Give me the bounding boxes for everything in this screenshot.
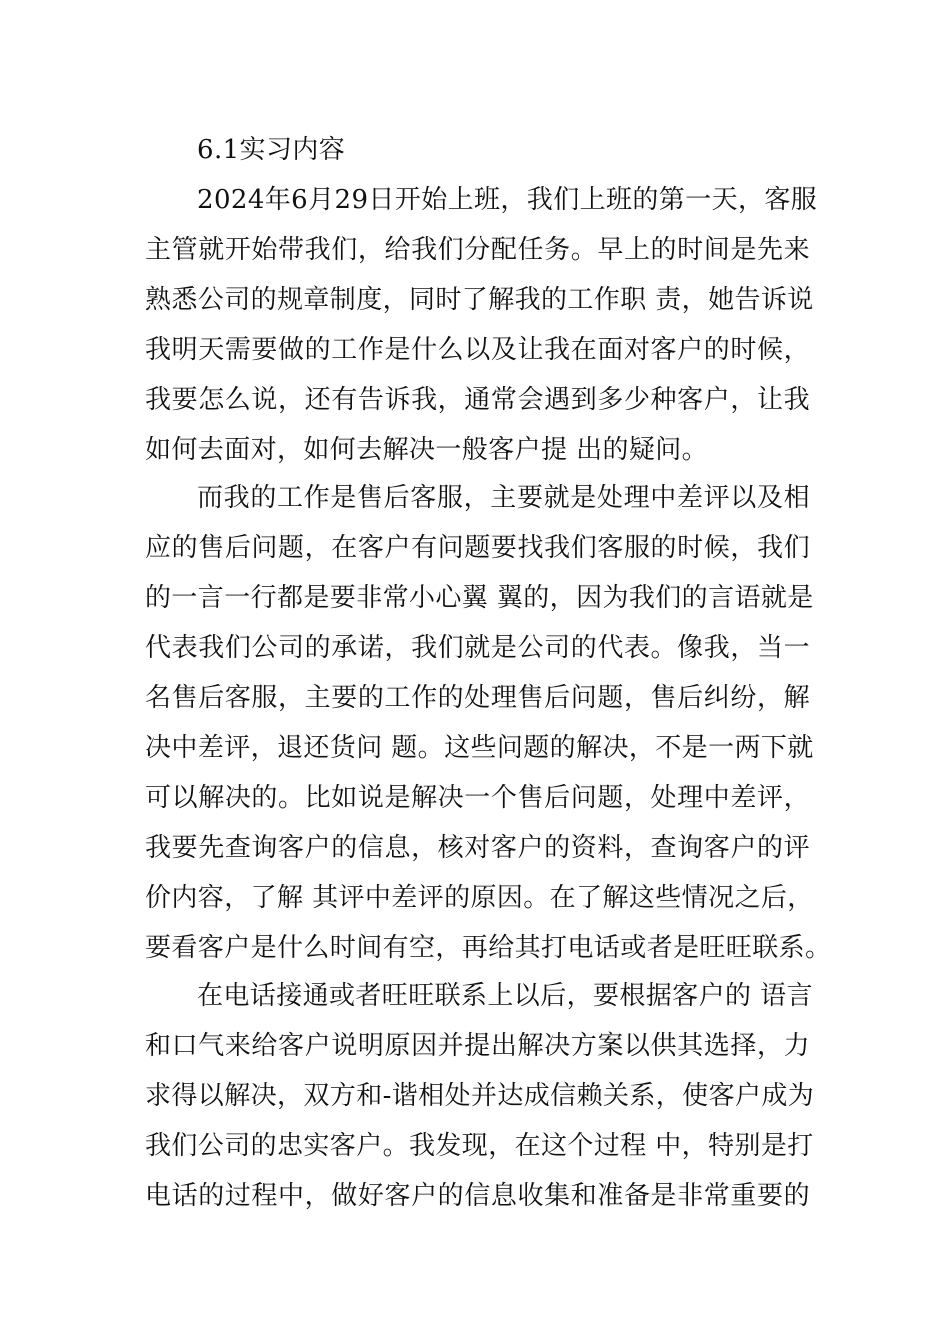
paragraph-line: 求得以解决，双方和-谐相处并达成信赖关系，使客户成为 (145, 1081, 815, 1111)
paragraph-line: 2024年6月29日开始上班，我们上班的第一天，客服 (197, 185, 818, 215)
paragraph-line: 熟悉公司的规章制度，同时了解我的工作职 责，她告诉说 (145, 285, 814, 315)
paragraph-line: 决中差评，退还货问 题。这些问题的解决，不是一两下就 (145, 733, 814, 763)
paragraph-line: 我明天需要做的工作是什么以及让我在面对客户的时候， (145, 335, 810, 365)
paragraph-line: 应的售后问题，在客户有问题要找我们客服的时候，我们 (145, 533, 810, 563)
paragraph-line: 电话的过程中，做好客户的信息收集和准备是非常重要的 (145, 1181, 810, 1211)
paragraph-line: 我们公司的忠实客户。我发现，在这个过程 中，特别是打 (145, 1131, 814, 1161)
paragraph-line: 我要怎么说，还有告诉我，通常会遇到多少种客户，让我 (145, 385, 810, 415)
paragraph-line: 在电话接通或者旺旺联系上以后，要根据客户的 语言 (197, 981, 813, 1011)
paragraph-line: 价内容，了解 其评中差评的原因。在了解这些情况之后， (145, 883, 814, 913)
paragraph-line: 如何去面对，如何去解决一般客户提 出的疑问。 (145, 435, 709, 465)
paragraph-line: 可以解决的。比如说是解决一个售后问题，处理中差评， (145, 783, 810, 813)
paragraph-line: 的一言一行都是要非常小心翼 翼的，因为我们的言语就是 (145, 583, 814, 613)
paragraph-line: 和口气来给客户说明原因并提出解决方案以供其选择，力 (145, 1031, 810, 1061)
paragraph-line: 而我的工作是售后客服，主要就是处理中差评以及相 (197, 483, 810, 513)
paragraph-line: 要看客户是什么时间有空，再给其打电话或者是旺旺联系。 (145, 933, 832, 963)
paragraph-line: 我要先查询客户的信息，核对客户的资料，查询客户的评 (145, 833, 810, 863)
paragraph-line: 名售后客服，主要的工作的处理售后问题，售后纠纷，解 (145, 683, 810, 713)
section-heading: 6.1实习内容 (197, 135, 346, 165)
paragraph-line: 代表我们公司的承诺，我们就是公司的代表。像我，当一 (145, 633, 810, 663)
paragraph-line: 主管就开始带我们，给我们分配任务。早上的时间是先来 (145, 235, 810, 265)
